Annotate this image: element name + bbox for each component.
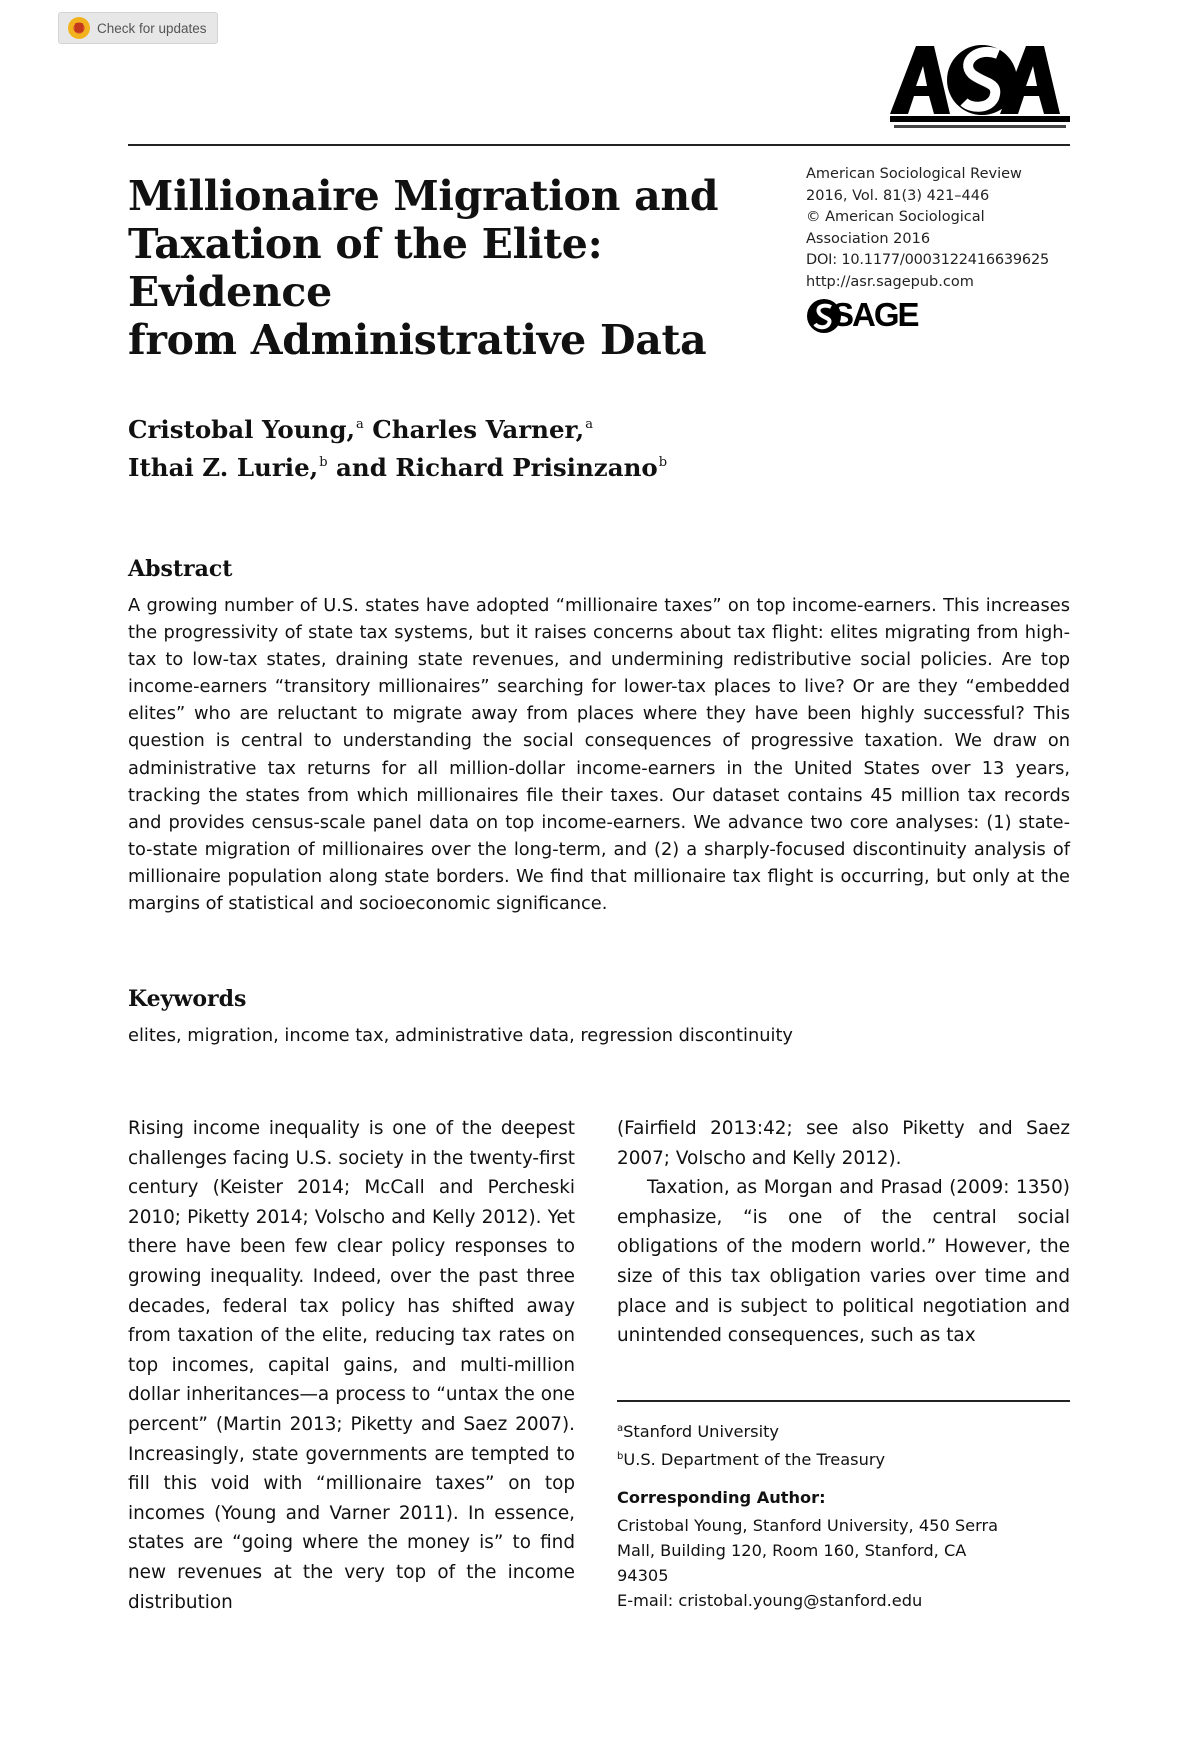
affiliation: $^b$U.S. Department of the Treasury (617, 1450, 886, 1469)
corresponding-author-heading: Corresponding Author: (617, 1488, 826, 1507)
asa-logo (890, 40, 1070, 132)
affiliations (617, 1416, 1077, 1472)
body-paragraph: (Fairfield 2013:42; see also Piketty and Saez 2007; Volscho and Kelly 2012). (617, 1118, 1070, 1169)
body-column-left: Rising income inequality is one of the deepest challenges facing U.S. society in the twenty-first century (Keister 2014; McCall and Percheski 2010; Piketty 2014; Volscho and Kelly 2012). Yet there have been few clear policy responses to growing inequality. Indeed, over the past three decades, federal tax policy has shifted away from taxation of the elite, reducing tax rates on top incomes, capital gains, and multi-million dollar inheritances—a process to “untax the one percent” (Martin 2013; Piketty and Saez 2007). Increasingly, state governments are tempted to fill this void with “millionaire taxes” on top incomes (Young and Varner 2011). In essence, states are “going where the money is” to find new revenues at the very top of the income distribution (128, 1118, 575, 1613)
abstract-heading: Abstract (128, 556, 233, 582)
journal-issue: 2016, Vol. 81(3) 421–446 (806, 187, 990, 204)
body-paragraph: Taxation, as Morgan and Prasad (2009: 1350) emphasize, “is one of the central social obligations of the modern world.” However, the size of this tax obligation varies over time and place and is subject to political negotiation and unintended consequences, such as tax (617, 1177, 1070, 1347)
author: and Richard Prisinzano$^b$ (336, 453, 668, 482)
author-list (128, 408, 828, 484)
title-line: from Administrative Data (128, 316, 707, 364)
journal-meta (806, 164, 1076, 294)
copyright-line: Association 2016 (806, 230, 931, 247)
article-title (128, 172, 778, 364)
abstract-text: A growing number of U.S. states have adopted “millionaire taxes” on top income-earners. This increases the progressivity of state tax systems, but it raises concerns about tax flight: elites migrating from high-tax to low-tax states, draining state revenues, and undermining redistributive social policies. Are top income-earners “transitory millionaires” searching for lower-tax places to live? Or are they “embedded elites” who are reluctant to migrate away from places where they have been highly successful? This question is central to understanding the social consequences of progressive taxation. We draw on administrative tax returns for all million-dollar income-earners in the United States over 13 years, tracking the states from which millionaires file their taxes. Our dataset contains 45 million tax records and provides census-scale panel data on top income-earners. We advance two core analyses: (1) state-to-state migration of millionaires over the long-term, and (2) a sharply-focused discontinuity analysis of millionaire population along state borders. We find that millionaire tax flight is occurring, but only at the margins of statistical and socioeconomic significance. (128, 595, 1070, 915)
copyright-line: © American Sociological (806, 209, 985, 226)
corresponding-author-details (617, 1513, 1057, 1613)
crossmark-icon (68, 17, 90, 39)
corresponding-line: Cristobal Young, Stanford University, 450 Serra (617, 1516, 999, 1535)
corresponding-line: Mall, Building 120, Room 160, Stanford, CA (617, 1541, 967, 1560)
author: Charles Varner,$^a$ (372, 415, 593, 444)
author: Cristobal Young,$^a$ (128, 415, 364, 444)
check-for-updates-button[interactable] (58, 12, 218, 44)
author: Ithai Z. Lurie,$^b$ (128, 453, 328, 482)
body-column-right (617, 1114, 1070, 1351)
doi: DOI: 10.1177/0003122416639625 (806, 252, 1050, 269)
title-line: Taxation of the Elite: Evidence (128, 220, 603, 316)
corresponding-line: 94305 (617, 1566, 669, 1585)
check-for-updates-label: Check for updates (97, 20, 207, 36)
footnote-rule (617, 1400, 1070, 1402)
journal-name: American Sociological Review (806, 166, 1022, 182)
corresponding-email[interactable]: E-mail: cristobal.young@stanford.edu (617, 1591, 923, 1610)
keywords-heading: Keywords (128, 986, 247, 1012)
sage-logo (806, 296, 936, 336)
journal-url[interactable]: http://asr.sagepub.com (806, 273, 974, 290)
keywords-text: elites, migration, income tax, administrative data, regression discontinuity (128, 1025, 793, 1046)
sage-logo-text: SAGE (832, 296, 918, 333)
header-rule (128, 144, 1070, 146)
title-line: Millionaire Migration and (128, 172, 719, 220)
affiliation: $^a$Stanford University (617, 1422, 779, 1441)
